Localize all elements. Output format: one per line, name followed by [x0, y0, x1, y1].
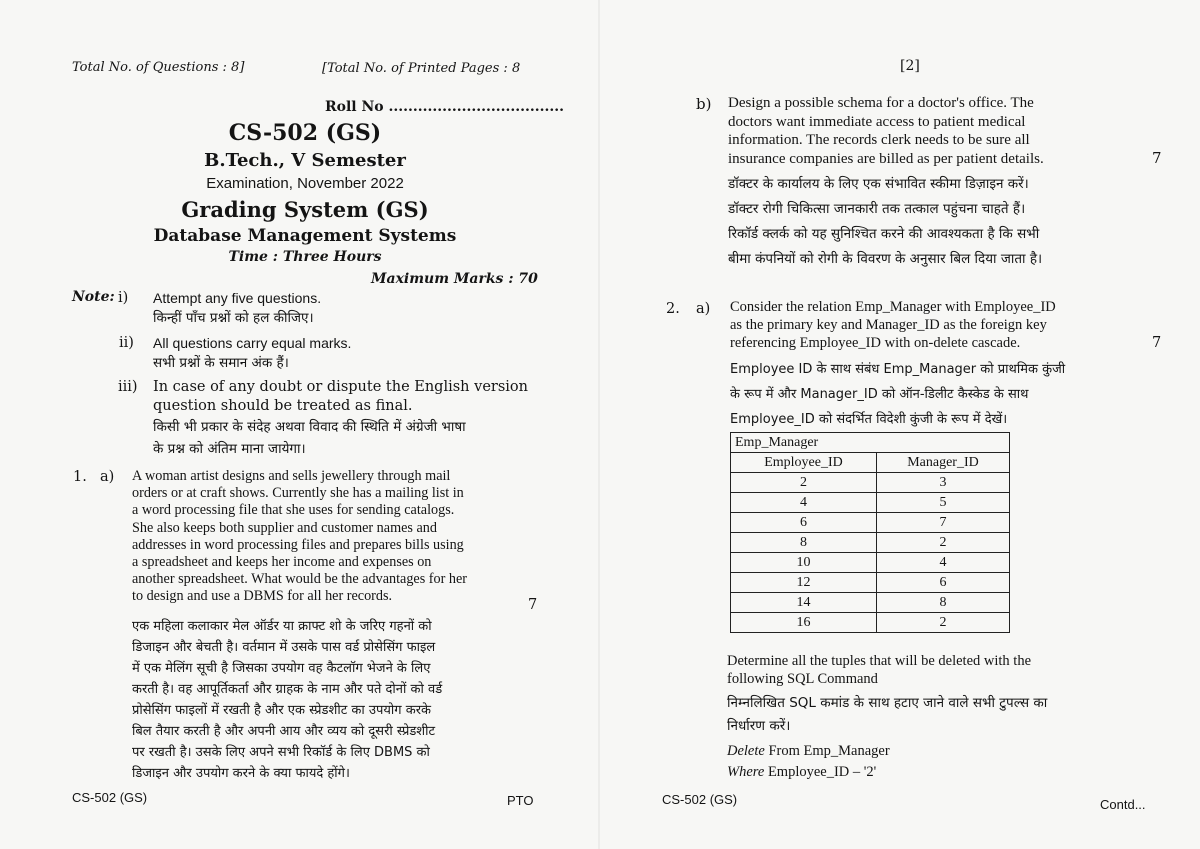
q2a-en-line: as the primary key and Manager_ID as the foreign key [730, 317, 1047, 333]
q1b-hi-line: डॉक्टर रोगी चिकित्सा जानकारी तक तत्काल पहुंचना चाहते हैं। [728, 201, 1026, 217]
q1a-english [132, 468, 540, 606]
sql-delete-line [727, 743, 890, 760]
subject-title: Database Management Systems [153, 226, 457, 246]
q1b-hi-line: रिकॉर्ड क्लर्क को यह सुनिश्चित करने की आवश्यकता है कि सभी [728, 226, 1040, 242]
note-num-3: iii) [118, 379, 138, 395]
sql-keyword-where: Where [727, 764, 765, 780]
employee-id-cell: 6 [731, 513, 877, 533]
q2a-label: a) [696, 301, 711, 317]
table-row [731, 593, 1010, 613]
column-header-employee-id: Employee_ID [731, 453, 877, 473]
q1a-hi-line: प्रोसेसिंग फाइलों में रखती है और एक स्प्रेडशीट का उपयोग करके [132, 703, 432, 718]
grading-system: Grading System (GS) [181, 197, 429, 222]
maximum-marks: Maximum Marks : 70 [371, 271, 538, 287]
page-number: [2] [900, 58, 920, 74]
footer-contd: Contd... [1100, 797, 1146, 812]
table-row [731, 613, 1010, 633]
q1a-hindi [132, 616, 542, 784]
table-row [731, 493, 1010, 513]
table-row [731, 553, 1010, 573]
q2a-en-line: referencing Employee_ID with on-delete cascade. [730, 335, 1021, 351]
table-caption: Emp_Manager [731, 433, 1010, 453]
total-pages: [Total No. of Printed Pages : 8 [322, 61, 521, 76]
q1a-en-line: addresses in word processing files and prepares bills using [132, 536, 464, 553]
total-questions: Total No. of Questions : 8] [72, 60, 245, 75]
course-title: B.Tech., V Semester [204, 150, 406, 171]
exam-time: Time : Three Hours [228, 249, 382, 265]
q1a-hi-line: डिजाइन और उपयोग करने के क्या फायदे होंगे। [132, 766, 350, 781]
q2a-hi2-line: निम्नलिखित SQL कमांड के साथ हटाए जाने वाले सभी टुपल्स का [727, 695, 1048, 711]
q2a-hi-line: Employee_ID को संदर्भित विदेशी कुंजी के रूप में देखें। [730, 412, 1008, 427]
employee-id-cell: 12 [731, 573, 877, 593]
q2a-en2-line: following SQL Command [727, 671, 878, 687]
manager-id-cell: 6 [876, 573, 1009, 593]
q1a-en-line: She also keeps both supplier and customer names and [132, 519, 437, 536]
manager-id-cell: 8 [876, 593, 1009, 613]
note-3-hi-1: किसी भी प्रकार के संदेह अथवा विवाद की स्थिति में अंग्रेजी भाषा [153, 419, 466, 435]
sql-keyword-delete: Delete [727, 743, 765, 759]
footer-pto: PTO [507, 793, 534, 808]
note-2-hi: सभी प्रश्नों के समान अंक हैं। [153, 355, 289, 371]
employee-id-cell: 4 [731, 493, 877, 513]
q1a-en-line: to design and use a DBMS for all her records. [132, 588, 393, 605]
q2a-hindi [730, 357, 1160, 432]
paper-code: CS-502 (GS) [228, 120, 382, 146]
note-label: Note: [72, 289, 115, 305]
manager-id-cell: 5 [876, 493, 1009, 513]
q1b-marks: 7 [1152, 149, 1162, 167]
emp-manager-table [730, 432, 1010, 633]
manager-id-cell: 2 [876, 613, 1009, 633]
q1b-en-line: information. The records clerk needs to be sure all [728, 132, 1030, 148]
exam-title: Examination, November 2022 [206, 175, 404, 192]
column-header-manager-id: Manager_ID [876, 453, 1009, 473]
footer-code-left: CS-502 (GS) [72, 790, 148, 805]
note-3-en-2: question should be treated as final. [153, 398, 413, 414]
employee-id-cell: 16 [731, 613, 877, 633]
note-1-hi: किन्हीं पाँच प्रश्नों को हल कीजिए। [153, 310, 314, 326]
manager-id-cell: 3 [876, 473, 1009, 493]
employee-id-cell: 14 [731, 593, 877, 613]
q1b-hi-line: बीमा कंपनियों को रोगी के विवरण के अनुसार बिल दिया जाता है। [728, 251, 1043, 267]
table-row [731, 533, 1010, 553]
note-num-2: ii) [119, 335, 134, 351]
q1b-hindi [728, 172, 1168, 272]
sql-where-clause: Employee_ID – '2' [764, 764, 877, 780]
q1b-en-line: insurance companies are billed as per patient details. [728, 150, 1044, 167]
q1a-en-line: another spreadsheet. What would be the advantages for her [132, 571, 467, 588]
q1a-marks: 7 [528, 597, 538, 613]
q2a-english-2 [727, 652, 1159, 688]
q1a-hi-line: में एक मेलिंग सूची है जिसका उपयोग वह कैटलॉग भेजने के लिए [132, 661, 431, 676]
q2-number: 2. [666, 301, 680, 317]
sql-from-clause: From Emp_Manager [764, 743, 890, 759]
q1-number: 1. [73, 469, 87, 485]
employee-id-cell: 8 [731, 533, 877, 553]
note-1-en: Attempt any five questions. [153, 290, 322, 306]
q1b-hi-line: डॉक्टर के कार्यालय के लिए एक संभावित स्कीमा डिज़ाइन करें। [728, 176, 1029, 192]
q1a-en-line: A woman artist designs and sells jewellery through mail [132, 468, 451, 484]
table-header-row [731, 453, 1010, 473]
note-num-1: i) [118, 290, 129, 306]
note-2-en: All questions carry equal marks. [153, 335, 352, 351]
table-row [731, 573, 1010, 593]
employee-id-cell: 10 [731, 553, 877, 573]
q1a-hi-line: पर रखती है। उसके लिए अपने सभी रिकॉर्ड के लिए DBMS को [132, 745, 430, 760]
q2a-hi-line: के रूप में और Manager_ID को ऑन-डिलीट कैस्केड के साथ [730, 387, 1029, 402]
table-caption-row [731, 433, 1010, 453]
employee-id-cell: 2 [731, 473, 877, 493]
q1a-en-line: orders or at craft shows. Currently she has a mailing list in [132, 485, 464, 502]
q1a-hi-line: डिजाइन और बेचती है। वर्तमान में उसके पास वर्ड प्रोसेसिंग फाइल [132, 640, 436, 655]
q1a-en-line: a word processing file that she uses for sending catalogs. [132, 502, 455, 519]
manager-id-cell: 7 [876, 513, 1009, 533]
note-3-en-1: In case of any doubt or dispute the English version [153, 379, 528, 395]
q2a-english [730, 298, 1160, 352]
q1a-en-line: a spreadsheet and keeps her income and expenses on [132, 554, 432, 571]
q2a-hindi-2 [727, 692, 1159, 738]
q2a-en2-line: Determine all the tuples that will be deleted with the [727, 653, 1032, 669]
q1b-en-line: Design a possible schema for a doctor's office. The [728, 95, 1034, 111]
q1a-hi-line: एक महिला कलाकार मेल ऑर्डर या क्राफ्ट शो के जरिए गहनों को [132, 619, 432, 634]
q2a-hi-line: Employee ID के साथ संबंध Emp_Manager को प्राथमिक कुंजी [730, 362, 1066, 377]
q1b-en-line: doctors want immediate access to patient medical [728, 113, 1026, 130]
q1a-label: a) [100, 469, 115, 485]
footer-code-right: CS-502 (GS) [662, 792, 738, 807]
table-row [731, 513, 1010, 533]
q2a-en-line: Consider the relation Emp_Manager with Employee_ID [730, 299, 1056, 315]
roll-no: Roll No .................................... [325, 99, 564, 115]
q2a-hi2-line: निर्धारण करें। [727, 718, 791, 734]
manager-id-cell: 4 [876, 553, 1009, 573]
sql-where-line [727, 764, 876, 781]
note-3-hi-2: के प्रश्न को अंतिम माना जायेगा। [153, 441, 306, 457]
q1b-english [728, 94, 1164, 168]
manager-id-cell: 2 [876, 533, 1009, 553]
right-page [600, 0, 1200, 849]
table-row [731, 473, 1010, 493]
q1a-hi-line: बिल तैयार करती है और अपनी आय और व्यय को दूसरी स्प्रेडशीट [132, 724, 436, 739]
q1b-label: b) [696, 95, 712, 113]
q1a-hi-line: करती है। वह आपूर्तिकर्ता और ग्राहक के नाम और पते दोनों को वर्ड [132, 682, 443, 697]
q2a-marks: 7 [1152, 335, 1162, 351]
